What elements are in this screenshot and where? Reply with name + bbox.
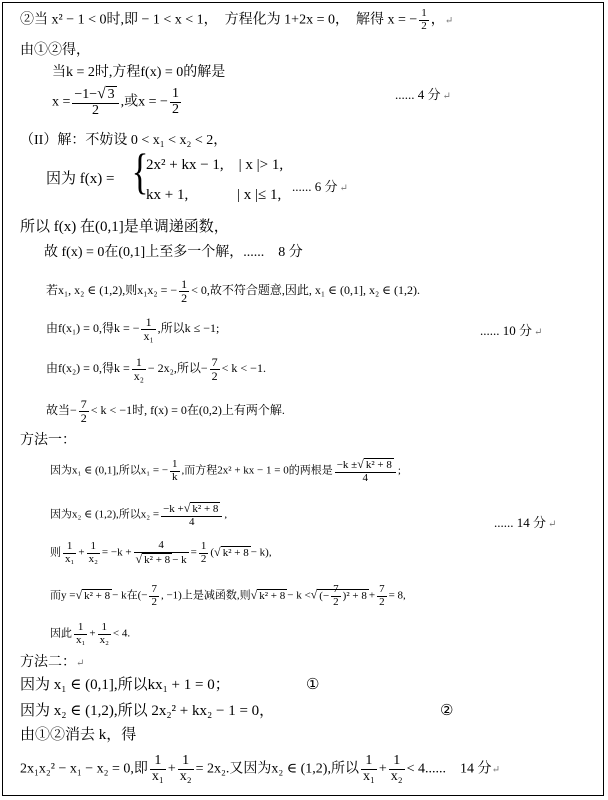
circled-1: ①: [306, 677, 320, 693]
method2-eq1: 因为 x₁ ∈ (0,1],所以kx₁ + 1 = 0；: [20, 677, 230, 693]
two-roots-conclusion: 故当− $\frac{7}{2}$ < k < −1时, f(x) = 0在(0,2)上有两个解.: [46, 397, 285, 425]
score-6: ...... 6 分 ↵: [292, 179, 348, 194]
k-bound-line-2: 由f(x₂) = 0,得k = $\frac{1}{\text{x₂}}$ − 2x₂,所以− $\frac{7}{2}$ < k < −1.: [46, 355, 266, 383]
monotonic-line: 所以 f(x) 在(0,1]是单调递函数，: [20, 219, 229, 235]
score-10: ...... 10 分 ↵: [480, 323, 543, 338]
left-brace: {: [131, 143, 149, 199]
fraction: $\frac{-1-√ 3}{2}$: [72, 86, 118, 118]
score-4: ...... 4 分 ↵: [395, 87, 451, 102]
fraction: $\frac{1}{2}$: [171, 86, 179, 117]
score-14-a: ...... 14 分 ↵: [494, 515, 557, 530]
method2-eq2: 因为 x₂ ∈ (1,2),所以 2x₂² + kx₂ − 1 = 0，: [20, 703, 275, 719]
piecewise-row1: 2x² + kx − 1, | x |> 1,: [146, 157, 284, 173]
contradiction-line: 若x₁, x₂ ∈ (1,2),则x₁x₂ = − $\frac{1}{2}$ < 0,故不符合题意,因此, x₁ ∈ (0,1], x₂ ∈ (1,2).: [46, 277, 421, 305]
solution-line-roots: x = $\frac{-1-√ 3}{2}$ ,或x = − $\frac{1}{2}$: [52, 85, 179, 118]
method2-conclusion: 2x₁x₂² − x₁ − x₂ = 0,即 $\frac{1}{\text{x₁}}$ + $\frac{1}{\text{x₂}}$ = 2x₂.又因为x₂ ∈ (1,2),所以 $\frac{1}{\text{x₁}}$ + $\frac{1}{\text{x₂}}$ < 4...... 14 分↵: [20, 753, 500, 784]
fraction: $\frac{1}{2}$: [421, 7, 427, 32]
method-two-heading: 方法二：↵: [20, 655, 85, 670]
piecewise-prefix: 因为 f(x) =: [46, 171, 115, 187]
solution-part2-intro: （II）解：不妨设 0 < x₁ < x₂ < 2，: [20, 133, 228, 148]
method1-sum: 则 $\frac{1}{\text{x₁}}$ + $\frac{1}{\text{x₂}}$ = −k + $\frac{4}{\text{√ k² + 8 − k}}$ = $\frac{1}{2}$ (√ k² + 8 − k),: [50, 539, 272, 566]
fraction: $\frac{1}{\text{x₂}}$: [133, 355, 144, 383]
fraction: $\frac{1}{2}$: [181, 277, 188, 305]
case2-text: ②当 x² − 1 < 0时,即 − 1 < x < 1， 方程化为 1+2x = 0， 解得 x = −: [20, 12, 418, 28]
fraction: $\frac{1}{\text{x₁}}$: [143, 315, 154, 343]
fraction: $\frac{4}{\text{√ k² + 8 − k}}$: [135, 539, 187, 566]
fraction: $\frac{7}{2}$: [211, 355, 218, 383]
method-one-heading: 方法一：: [20, 433, 76, 448]
method2-eliminate: 由①②消去 k，得: [20, 727, 137, 743]
method1-decreasing: 而y =√ k² + 8 − k在(− $\frac{7}{2}$ , −1)上是减函数,则√ k² + 8 − k <√ (− $\frac{7}{2}$ )² + 8 + $\frac{7}{2}$ = 8,: [50, 583, 406, 608]
method1-x2: 因为x₂ ∈ (1,2),所以x₂ = $\frac{\text{−k +√ k² + 8}}{4}$ ,: [50, 501, 228, 528]
return-mark: ↵: [444, 15, 454, 27]
circled-2: ②: [440, 703, 454, 719]
piecewise-row2: kx + 1, | x |≤ 1,: [146, 187, 282, 203]
fraction: $\frac{1}{k}$: [172, 458, 178, 483]
fraction: $\frac{7}{2}$: [80, 397, 87, 425]
fraction: $\frac{\text{−k ±√ k² + 8}}{4}$: [335, 458, 396, 484]
k-bound-line-1: 由f(x₁) = 0,得k = − $\frac{1}{\text{x₁}}$ ,所以k ≤ −1;: [46, 315, 220, 343]
solution-line-case2: ②当 x² − 1 < 0时,即 − 1 < x < 1， 方程化为 1+2x = 0， 解得 x = − $\frac{1}{2}$ ，↵: [20, 7, 454, 32]
at-most-one-root-line: 故 f(x) = 0在(0,1]上至多一个解，...... 8 分: [44, 245, 303, 260]
solution-line-k2: 当k = 2时,方程f(x) = 0的解是: [52, 65, 226, 80]
method1-conclusion: 因此 $\frac{1}{\text{x₁}}$ + $\frac{1}{\text{x₂}}$ < 4.: [50, 621, 131, 646]
solution-line-combine: 由①②得，: [20, 43, 90, 58]
method1-x1-roots: 因为x₁ ∈ (0,1],所以x₁ = − $\frac{1}{k}$ ,而方程2x² + kx − 1 = 0的两根是 $\frac{\text{−k ±√ k² + 8}}{4}$ ;: [50, 457, 401, 484]
fraction: $\frac{\text{−k +√ k² + 8}}{4}$: [161, 502, 222, 528]
